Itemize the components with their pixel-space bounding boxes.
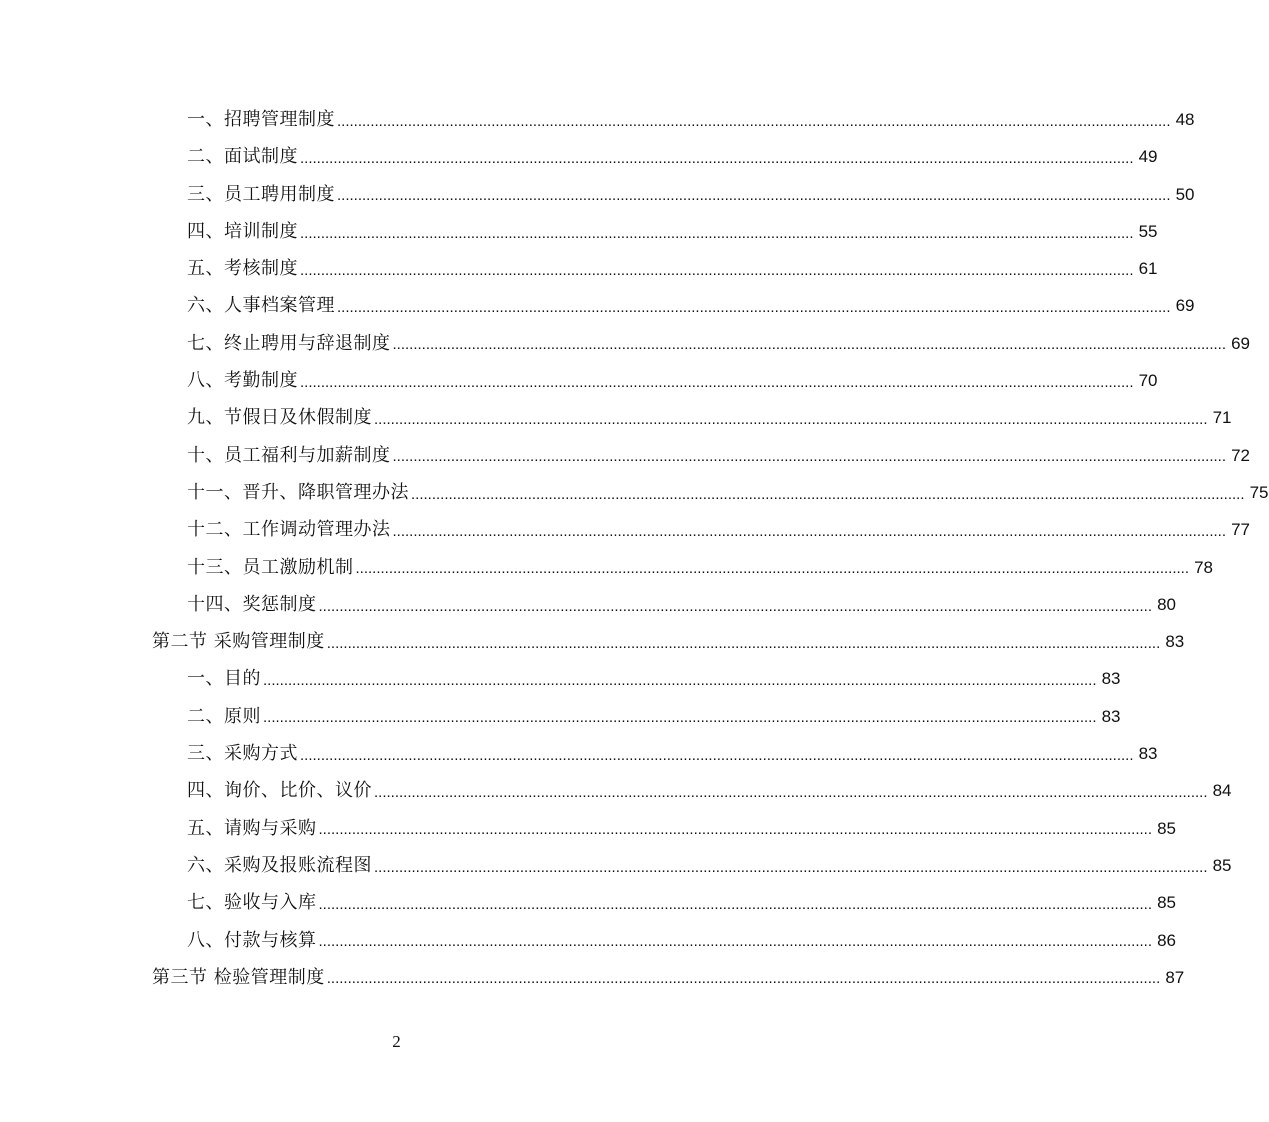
toc-entry-page: 84 (1212, 781, 1232, 801)
dot-leader: ........................................................................................................................................................................................................ (300, 261, 1134, 279)
toc-entry-title: 九、节假日及休假制度 (187, 407, 372, 429)
toc-entry[interactable] (0, 884, 1176, 921)
dot-leader: ........................................................................................................................................................................................................ (318, 821, 1152, 839)
toc-entry[interactable] (0, 660, 1121, 697)
dot-leader: ........................................................................................................................................................................................................ (318, 597, 1152, 615)
toc-entry-page: 69 (1231, 333, 1250, 353)
toc-entry-title: 一、招聘管理制度 (187, 109, 335, 130)
toc-entry-title: 六、采购及报账流程图 (187, 854, 372, 876)
toc-section-entry[interactable] (0, 623, 1185, 660)
toc-entry-title: 十三、员工激励机制 (187, 556, 354, 578)
toc-entry-title: 一、目的 (187, 668, 261, 690)
toc-entry-title: 第三节 检验管理制度 (152, 966, 325, 988)
toc-entry-page: 85 (1157, 893, 1176, 913)
toc-entry-title: 四、培训制度 (187, 220, 298, 242)
toc-entry[interactable] (0, 176, 1195, 213)
toc-entry[interactable] (0, 735, 1158, 772)
toc-entry-title: 四、询价、比价、议价 (187, 780, 372, 802)
toc-entry[interactable] (0, 698, 1121, 735)
toc-entry[interactable] (0, 325, 1250, 362)
toc-entry-page: 77 (1231, 520, 1250, 540)
toc-entry[interactable] (0, 138, 1158, 175)
toc-entry[interactable] (0, 213, 1158, 250)
toc-entry[interactable] (0, 287, 1195, 324)
dot-leader: ........................................................................................................................................................................................................ (392, 336, 1226, 354)
dot-leader: ........................................................................................................................................................................................................ (392, 448, 1226, 466)
dot-leader: ........................................................................................................................................................................................................ (411, 485, 1245, 503)
dot-leader: ........................................................................................................................................................................................................ (337, 187, 1171, 205)
dot-leader: ........................................................................................................................................................................................................ (337, 299, 1171, 317)
dot-leader: ........................................................................................................................................................................................................ (374, 858, 1208, 876)
toc-entry[interactable] (0, 474, 1269, 511)
dot-leader: ........................................................................................................................................................................................................ (300, 373, 1134, 391)
toc-entry[interactable] (0, 549, 1213, 586)
toc-entry-page: 49 (1138, 147, 1158, 167)
toc-entry-page: 83 (1138, 744, 1158, 764)
dot-leader: ........................................................................................................................................................................................................ (300, 224, 1134, 242)
toc-entry-title: 八、考勤制度 (187, 370, 298, 392)
toc-entry[interactable] (0, 399, 1232, 436)
dot-leader: ........................................................................................................................................................................................................ (300, 746, 1134, 764)
toc-entry-page: 83 (1101, 706, 1121, 726)
toc-entry[interactable] (0, 511, 1250, 548)
toc-entry-title: 八、付款与核算 (187, 929, 317, 951)
toc-entry[interactable] (0, 772, 1232, 809)
toc-entry-title: 十二、工作调动管理办法 (187, 519, 391, 541)
toc-entry[interactable] (0, 250, 1158, 287)
dot-leader: ........................................................................................................................................................................................................ (318, 933, 1152, 951)
toc-entry[interactable] (0, 847, 1232, 884)
toc-entry-page: 71 (1212, 408, 1232, 428)
dot-leader: ........................................................................................................................................................................................................ (355, 560, 1189, 578)
toc-entry-title: 十、员工福利与加薪制度 (187, 444, 391, 466)
toc-section-entry[interactable] (0, 959, 1185, 996)
toc-entry-title: 五、请购与采购 (187, 817, 317, 839)
toc-entry-title: 二、面试制度 (187, 146, 298, 168)
toc-entry-title: 七、终止聘用与辞退制度 (187, 332, 391, 354)
toc-entry-page: 75 (1249, 482, 1269, 502)
dot-leader: ........................................................................................................................................................................................................ (263, 672, 1097, 690)
toc-entry[interactable] (0, 810, 1176, 847)
toc-entry-page: 85 (1157, 818, 1176, 838)
page-number: 2 (392, 1032, 401, 1051)
toc-entry-title: 十一、晋升、降职管理办法 (187, 481, 409, 503)
toc-entry-title: 五、考核制度 (187, 258, 298, 280)
toc-entry-page: 61 (1138, 259, 1158, 279)
toc-entry-page: 69 (1175, 296, 1195, 316)
toc-entry-title: 三、员工聘用制度 (187, 183, 335, 205)
toc-entry-page: 80 (1157, 594, 1176, 614)
toc-entry-page: 83 (1101, 669, 1121, 689)
toc-entry-title: 十四、奖惩制度 (187, 593, 317, 615)
dot-leader: ........................................................................................................................................................................................................ (326, 970, 1161, 988)
dot-leader: ........................................................................................................................................................................................................ (300, 149, 1134, 167)
toc-entry[interactable] (0, 586, 1176, 623)
toc-entry[interactable] (0, 101, 1195, 138)
dot-leader: ........................................................................................................................................................................................................ (374, 783, 1208, 801)
toc-entry-page: 72 (1231, 445, 1250, 465)
dot-leader: ........................................................................................................................................................................................................ (263, 709, 1097, 727)
toc-entry-title: 二、原则 (187, 705, 261, 727)
toc-entry-title: 六、人事档案管理 (187, 295, 335, 317)
table-of-contents (0, 101, 1269, 996)
toc-entry[interactable] (0, 362, 1158, 399)
toc-entry-page: 70 (1138, 371, 1158, 391)
dot-leader: ........................................................................................................................................................................................................ (337, 112, 1171, 130)
toc-entry[interactable] (0, 437, 1250, 474)
dot-leader: ........................................................................................................................................................................................................ (326, 634, 1161, 652)
dot-leader: ........................................................................................................................................................................................................ (392, 522, 1226, 540)
toc-entry-page: 55 (1138, 221, 1158, 241)
toc-entry-title: 三、采购方式 (187, 743, 298, 765)
toc-entry-title: 七、验收与入库 (187, 892, 317, 914)
toc-entry-page: 48 (1175, 110, 1195, 129)
toc-entry-title: 第二节 采购管理制度 (152, 631, 325, 653)
toc-entry[interactable] (0, 922, 1176, 959)
toc-entry-page: 78 (1194, 557, 1213, 577)
toc-entry-page: 85 (1212, 855, 1232, 875)
toc-entry-page: 50 (1175, 184, 1195, 204)
dot-leader: ........................................................................................................................................................................................................ (374, 411, 1208, 429)
toc-entry-page: 87 (1165, 967, 1185, 987)
dot-leader: ........................................................................................................................................................................................................ (318, 895, 1152, 913)
toc-entry-page: 86 (1157, 930, 1176, 950)
toc-entry-page: 83 (1165, 632, 1185, 652)
